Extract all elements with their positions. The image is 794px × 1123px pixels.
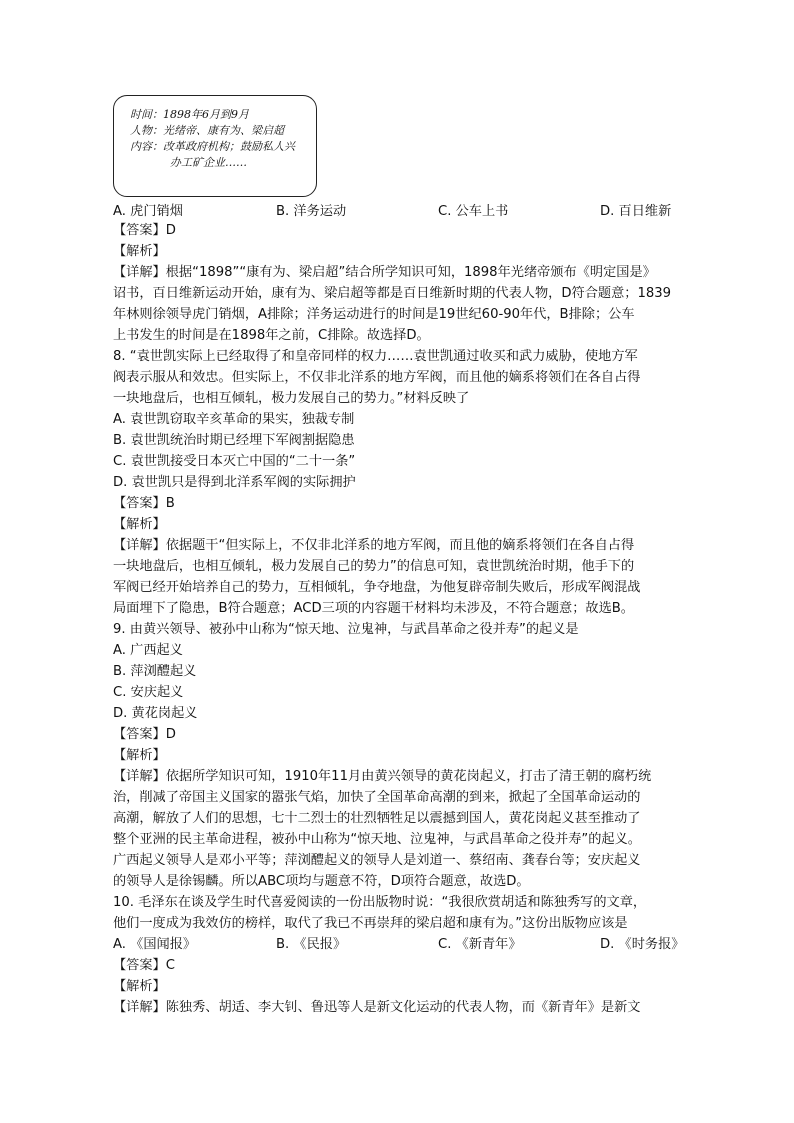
q8-option-a: A. 袁世凯窃取辛亥革命的果实，独裁专制 (113, 412, 355, 427)
q8-detail-line: 局面埋下了隐患，B符合题意；ACD三项的内容题干材料均未涉及，不符合题意；故选B。 (113, 601, 634, 616)
q10-option-b: B. 《民报》 (276, 937, 347, 952)
q8-detail-line: 军阀已经开始培养自己的势力，互相倾轧，争夺地盘，为他复辟帝制失败后，形成军阀混战 (113, 580, 641, 595)
q10-detail-line: 【详解】陈独秀、胡适、李大钊、鲁迅等人是新文化运动的代表人物，而《新青年》是新文 (113, 1000, 641, 1015)
q9-detail-line: 整个亚洲的民主革命进程，被孙中山称为“惊天地、泣鬼神，与武昌革命之役并寿”的起义。 (113, 832, 641, 847)
info-line-people: 人物：光绪帝、康有为、梁启超 (130, 124, 284, 137)
q8-stem-line: 8. “袁世凯实际上已经取得了和皇帝同样的权力……袁世凯通过收买和武力威胁，使地方军 (113, 349, 638, 364)
q7-detail-line: 上书发生的时间是在1898年之前，C排除。故选择D。 (113, 328, 430, 343)
q9-option-d: D. 黄花岗起义 (113, 706, 198, 721)
q9-analysis-label: 【解析】 (113, 748, 166, 763)
q8-option-b: B. 袁世凯统治时期已经埋下军阀割据隐患 (113, 433, 355, 448)
q9-option-b: B. 萍浏醴起义 (113, 664, 197, 679)
q8-answer: 【答案】B (113, 496, 175, 511)
q9-detail-line: 治，削减了帝国主义国家的嚣张气焰，加快了全国革命高潮的到来，掀起了全国革命运动的 (113, 790, 641, 805)
q10-option-a: A. 《国闻报》 (113, 937, 197, 952)
q8-detail-line: 【详解】依据题干“但实际上，不仅非北洋系的地方军阀，而且他的嫡系将领们在各自占得 (113, 538, 635, 553)
q7-detail-line: 年林则徐领导虎门销烟，A排除；洋务运动进行的时间是19世纪60-90年代，B排除；公车 (113, 307, 635, 322)
q9-option-a: A. 广西起义 (113, 643, 183, 658)
q10-stem-line: 10. 毛泽东在谈及学生时代喜爱阅读的一份出版物时说：“我很欣赏胡适和陈独秀写的文章， (113, 895, 647, 910)
info-line-time: 时间：1898年6月到9月 (130, 108, 249, 121)
q9-answer: 【答案】D (113, 727, 176, 742)
q7-option-d: D. 百日维新 (600, 204, 672, 219)
q7-option-b: B. 洋务运动 (276, 204, 347, 219)
q8-analysis-label: 【解析】 (113, 517, 166, 532)
q9-detail-line: 广西起义领导人是邓小平等；萍浏醴起义的领导人是刘道一、蔡绍南、龚春台等；安庆起义 (113, 853, 641, 868)
info-line-content-cont: 办工矿企业…… (170, 156, 247, 169)
q8-option-c: C. 袁世凯接受日本灭亡中国的“二十一条” (113, 454, 356, 469)
q9-detail-line: 高潮，解放了人们的思想，七十二烈士的壮烈牺牲足以震撼到国人，黄花岗起义甚至推动了 (113, 811, 641, 826)
q10-option-d: D. 《时务报》 (600, 937, 685, 952)
q9-stem: 9. 由黄兴领导、被孙中山称为“惊天地、泣鬼神，与武昌革命之役并寿”的起义是 (113, 622, 579, 637)
info-line-content: 内容：改革政府机构；鼓励私人兴 (130, 140, 295, 153)
q9-detail-line: 的领导人是徐锡麟。所以ABC项均与题意不符，D项符合题意，故选D。 (113, 874, 530, 889)
q8-detail-line: 一块地盘后，也相互倾轧，极力发展自己的势力”的信息可知，袁世凯统治时期，他手下的 (113, 559, 635, 574)
q7-analysis-label: 【解析】 (113, 244, 166, 259)
info-box (113, 95, 317, 197)
q8-stem-line: 阀表示服从和效忠。但实际上，不仅非北洋系的地方军阀，而且他的嫡系将领们在各自占得 (113, 370, 641, 385)
q7-detail-line: 诏书，百日维新运动开始，康有为、梁启超等都是百日维新时期的代表人物，D符合题意；1839 (113, 286, 672, 301)
q10-option-c: C. 《新青年》 (438, 937, 522, 952)
q8-stem-line: 一块地盘后，也相互倾轧，极力发展自己的势力。”材料反映了 (113, 391, 470, 406)
q10-analysis-label: 【解析】 (113, 979, 166, 994)
q7-detail-line: 【详解】根据“1898”“康有为、梁启超”结合所学知识可知，1898年光绪帝颁布《明定国是》 (113, 265, 656, 280)
q9-option-c: C. 安庆起义 (113, 685, 184, 700)
q9-detail-line: 【详解】依据所学知识可知，1910年11月由黄兴领导的黄花岗起义，打击了清王朝的腐朽统 (113, 769, 652, 784)
q7-option-a: A. 虎门销烟 (113, 204, 183, 219)
q8-option-d: D. 袁世凯只是得到北洋系军阀的实际拥护 (113, 475, 356, 490)
q10-stem-line: 他们一度成为我效仿的榜样，取代了我已不再崇拜的梁启超和康有为。”这份出版物应该是 (113, 916, 628, 931)
q7-option-c: C. 公车上书 (438, 204, 509, 219)
q7-answer: 【答案】D (113, 223, 176, 238)
q10-answer: 【答案】C (113, 958, 175, 973)
